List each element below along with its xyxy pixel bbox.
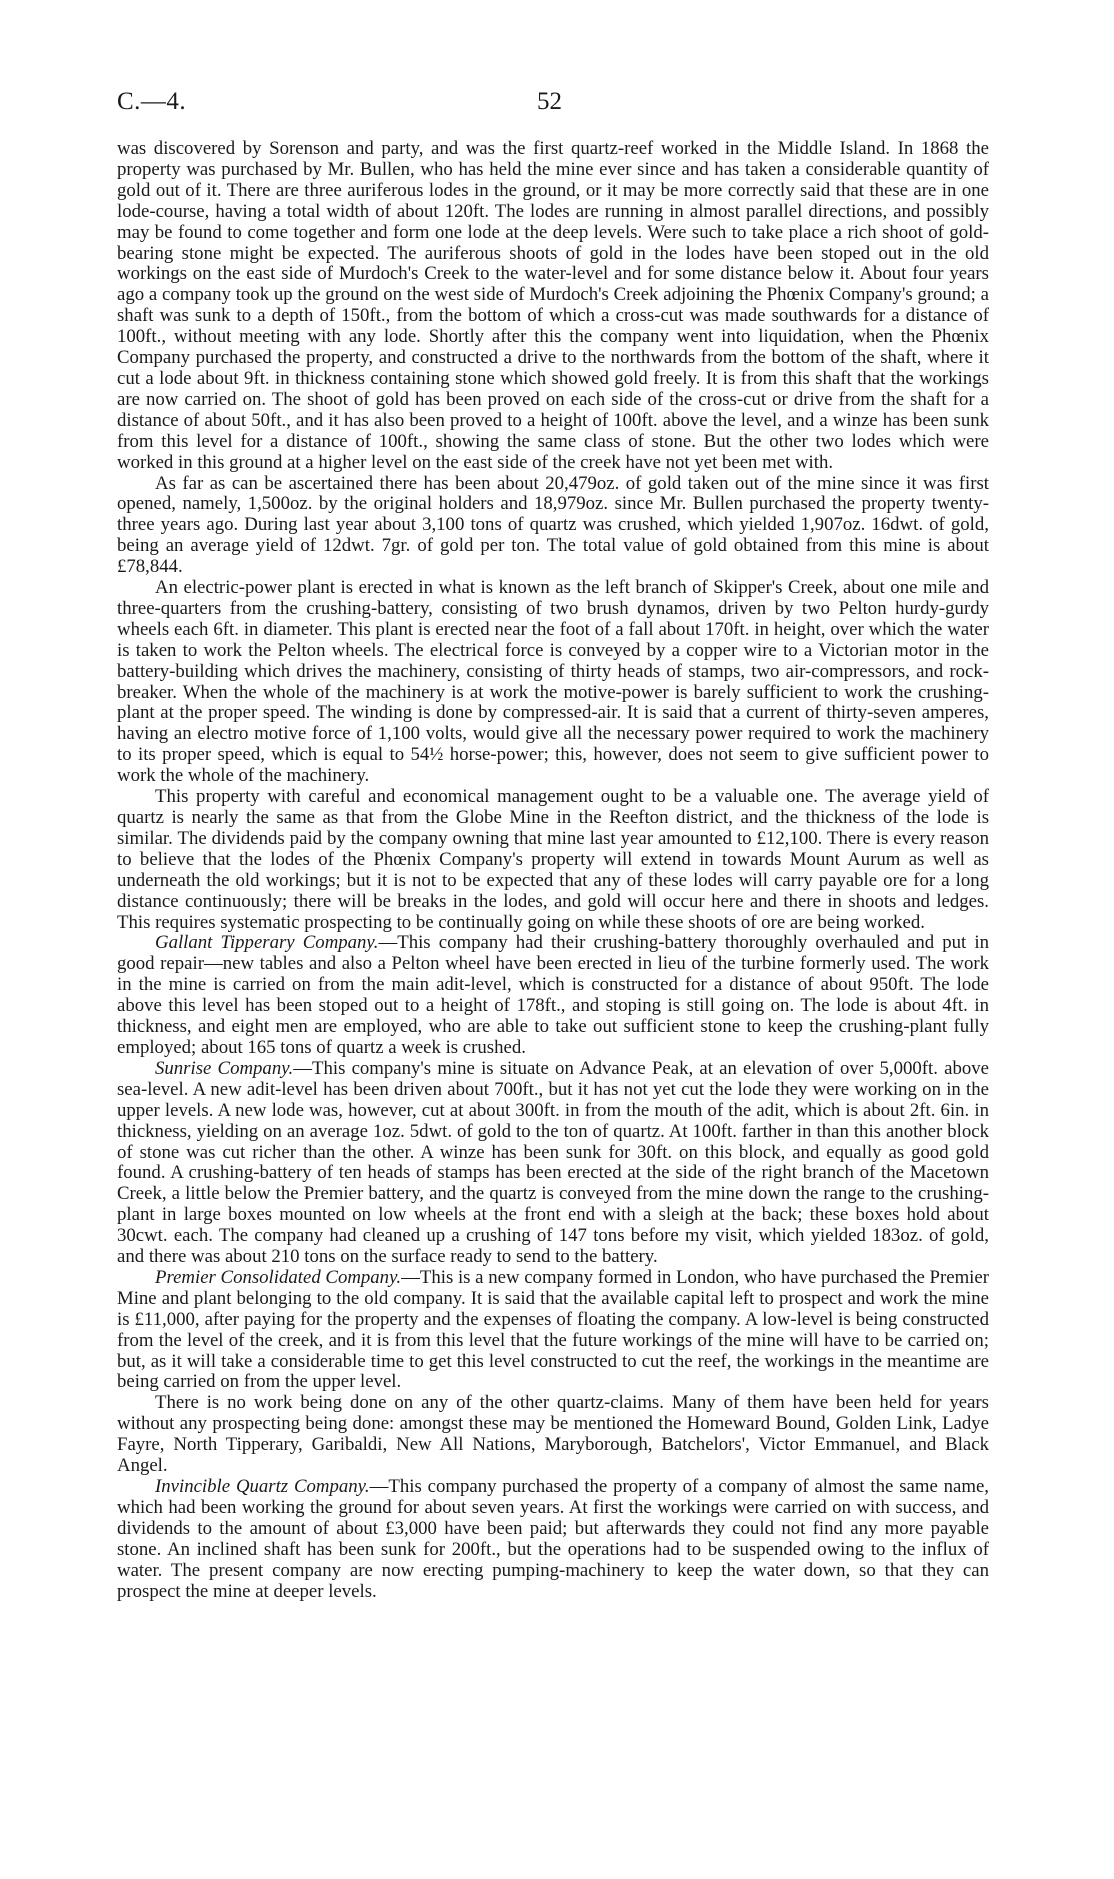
paragraph-electric-plant: An electric-power plant is erected in what is known as the left branch of Skipper's Creek, about one mile and three-quarters from the crushing-battery, consisting of two brush dynamos, driven by two Pelton hurdy-gurdy wheels each 6ft. in diameter. This plant is erected near the foot of a fall about 170ft. in height, over which the water is taken to work the Pelton wheels. The electrical force is conveyed by a copper wire to a Victorian motor in the battery-building which drives the machinery, consisting of thirty heads of stamps, two air-compressors, and rock-breaker. When the whole of the machinery is at work the motive-power is barely sufficient to work the crushing-plant at the proper speed. The winding is done by compressed-air. It is said that a current of thirty-seven amperes, having an electro motive force of 1,100 volts, would give all the necessary power required to work the machinery to its proper speed, which is equal to 54½ horse-power; this, however, does not seem to give sufficient power to work the whole of the machinery. [117,577,989,787]
section-heading: Gallant Tipperary Company. [155,932,379,954]
paragraph-gold-yield: As far as can be ascertained there has been about 20,479oz. of gold taken out of the mine since it was first opened, namely, 1,500oz. by the original holders and 18,979oz. since Mr. Bullen purchased the property twenty-three years ago. During last year about 3,100 tons of quartz was crushed, which yielded 1,907oz. 16dwt. of gold, being an average yield of 12dwt. 7gr. of gold per ton. The total value of gold obtained from this mine is about £78,844. [117,472,989,578]
section-heading: Invincible Quartz Company. [155,1476,370,1497]
paragraph-property-outlook: This property with careful and economical management ought to be a valuable one. The average yield of quartz is nearly the same as that from the Globe Mine in the Reefton district, and the thickness of the lode is similar. The dividends paid by the company owning that mine last year amounted to £12,100. There is every reason to believe that the lodes of the Phœnix Company's property will extend in towards Mount Aurum as well as underneath the old workings; but it is not to be expected that any of these lodes will carry payable ore for a long distance continuously; there will be breaks in the lodes, and gold will occur here and there in shoots and ledges. This requires systematic prospecting to be continually going on while these shoots of ore are being worked. [117,786,989,933]
section-heading: Sunrise Company. [155,1057,294,1079]
document-reference: C.—4. [117,88,187,115]
article-body [117,139,989,1602]
paragraph-invincible: Invincible Quartz Company.—This company purchased the property of a company of almost the same name, which had been working the ground for about seven years. At first the workings were carried on with success, and dividends to the amount of about £3,000 have been paid; but afterwards they could not find any more payable stone. An inclined shaft has been sunk for 200ft., but the operations had to be suspended owing to the influx of water. The present company are now erecting pumping-machinery to keep the water down, so that they can prospect the mine at deeper levels. [117,1476,989,1602]
paragraph-premier-consolidated: Premier Consolidated Company.—This is a new company formed in London, who have purchased the Premier Mine and plant belonging to the old company. It is said that the available capital left to prospect and work the mine is £11,000, after paying for the property and the expenses of floating the company. A low-level is being constructed from the level of the creek, and it is from this level that the future workings of the mine will have to be carried on; but, as it will take a considerable time to get this level constructed to cut the reef, the workings in the meantime are being carried on from the upper level. [117,1266,989,1393]
page-header [117,88,989,124]
paragraph-gallant-tipperary: Gallant Tipperary Company.—This company had their crushing-battery thoroughly overhauled and put in good repair—new tables and also a Pelton wheel have been erected in lieu of the turbine formerly used. The work in the mine is carried on from the main adit-level, which is constructed for a distance of about 950ft. The lode above this level has been stoped out to a height of 178ft., and stoping is still going on. The lode is about 4ft. in thickness, and eight men are employed, who are able to take out sufficient stone to keep the crushing-plant fully employed; about 165 tons of quartz a week is crushed. [117,932,990,1058]
page-number: 52 [537,88,562,115]
section-heading: Premier Consolidated Company. [155,1266,402,1288]
paragraph-sunrise: Sunrise Company.—This company's mine is situate on Advance Peak, at an elevation of over 5,000ft. above sea-level. A new adit-level has been driven about 700ft., but it has not yet cut the lode they were working on in the upper levels. A new lode was, however, cut at about 300ft. in from the mouth of the adit, which is about 2ft. 6in. in thickness, yielding on an average 1oz. 5dwt. of gold to the ton of quartz. At 100ft. farther in than this another block of stone was cut richer than the other. A winze has been sunk for 30ft. on this block, and equally as good gold found. A crushing-battery of ten heads of stamps has been erected at the side of the right branch of the Macetown Creek, a little below the Premier battery, and the quartz is conveyed from the mine down the range to the crushing-plant in large boxes mounted on low wheels at the front end with a sleigh at the back; these boxes hold about 30cwt. each. The company had cleaned up a crushing of 147 tons before my visit, which yielded 183oz. of gold, and there was about 210 tons on the surface ready to send to the battery. [117,1057,990,1268]
paragraph-idle-claims: There is no work being done on any of the other quartz-claims. Many of them have been held for years without any prospecting being done: amongst these may be mentioned the Homeward Bound, Golden Link, Ladye Fayre, North Tipperary, Garibaldi, New All Nations, Maryborough, Batchelors', Victor Emmanuel, and Black Angel. [117,1392,989,1477]
paragraph-phoenix-history: was discovered by Sorenson and party, and was the first quartz-reef worked in the Middle Island. In 1868 the property was purchased by Mr. Bullen, who has held the mine ever since and has taken a considerable quantity of gold out of it. There are three auriferous lodes in the ground, or it may be more correctly said that these are in one lode-course, having a total width of about 120ft. The lodes are running in almost parallel directions, and possibly may be found to come together and form one lode at the deep levels. Were such to take place a rich shoot of gold-bearing stone might be expected. The auriferous shoots of gold in the lodes have been stoped out in the old workings on the east side of Murdoch's Creek to the water-level and for some distance below it. About four years ago a company took up the ground on the west side of Murdoch's Creek adjoining the Phœnix Company's ground; a shaft was sunk to a depth of 150ft., from the bottom of which a cross-cut was made southwards for a distance of 100ft., without meeting with any lode. Shortly after this the company went into liquidation, when the Phœnix Company purchased the property, and constructed a drive to the northwards from the bottom of the shaft, where it cut a lode about 9ft. in thickness containing stone which showed gold freely. It is from this shaft that the workings are now carried on. The shoot of gold has been proved on each side of the cross-cut or drive from the shaft for a distance of about 50ft., and it has also been proved to a height of 100ft. above the level, and a winze has been sunk from this level for a distance of 100ft., showing the same class of stone. But the other two lodes which were worked in this ground at a higher level on the east side of the creek have not yet been met with. [117,138,989,473]
